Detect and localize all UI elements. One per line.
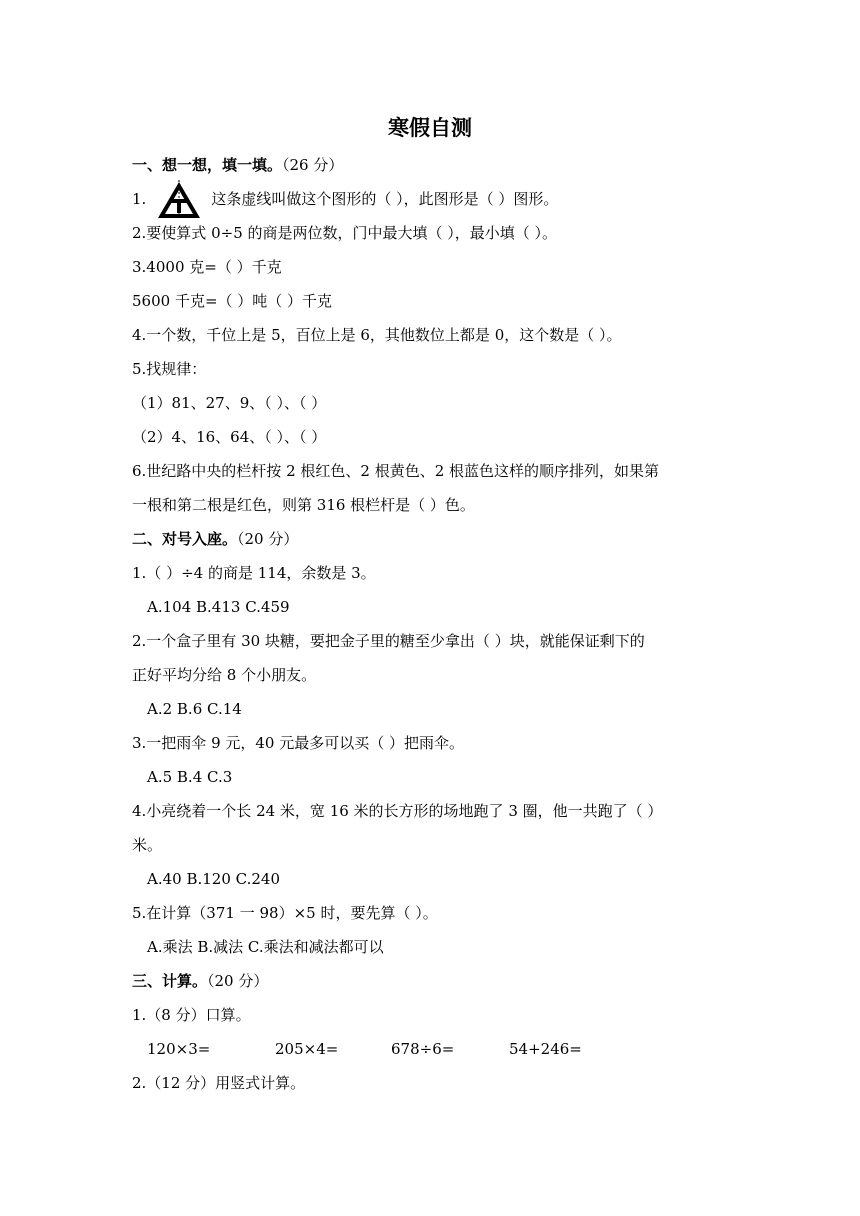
question-1-5: 5.找规律： bbox=[132, 360, 207, 378]
triangle-with-symmetry-line-icon bbox=[156, 180, 202, 220]
question-1-6-line1: 6.世纪路中央的栏杆按 2 根红色、2 根黄色、2 根蓝色这样的顺序排列，如果第 bbox=[132, 462, 660, 480]
question-1-2: 2.要使算式 0÷5 的商是两位数，门中最大填（ ），最小填（ ）。 bbox=[132, 224, 558, 242]
question-number: 1. bbox=[132, 190, 147, 208]
section-heading-1: 一、想一想，填一填。（26 分） bbox=[132, 156, 344, 174]
question-1-4: 4.一个数，千位上是 5，百位上是 6，其他数位上都是 0，这个数是（ ）。 bbox=[132, 326, 622, 344]
calc-item: 205×4= bbox=[275, 1040, 339, 1058]
question-1-5-1: （1）81、27、9、（ ）、（ ） bbox=[132, 394, 327, 412]
calc-item: 54+246= bbox=[509, 1040, 582, 1058]
page-title: 寒假自测 bbox=[388, 116, 472, 140]
question-2-4-line2: 米。 bbox=[132, 836, 163, 854]
mental-calc-row bbox=[147, 1039, 582, 1059]
question-2-2-line2: 正好平均分给 8 个小朋友。 bbox=[132, 666, 317, 684]
question-3-1: 1.（8 分）口算。 bbox=[132, 1006, 251, 1024]
question-2-4-options: A.40 B.120 C.240 bbox=[147, 870, 280, 888]
question-2-3: 3.一把雨伞 9 元，40 元最多可以买（ ）把雨伞。 bbox=[132, 734, 465, 752]
section-heading-2: 二、对号入座。（20 分） bbox=[132, 530, 299, 548]
question-2-3-options: A.5 B.4 C.3 bbox=[147, 768, 233, 786]
question-2-1-options: A.104 B.413 C.459 bbox=[147, 598, 290, 616]
question-1-6-line2: 一根和第二根是红色，则第 316 根栏杆是（ ）色。 bbox=[132, 496, 475, 514]
question-2-5: 5.在计算（371 一 98）×5 时，要先算（ ）。 bbox=[132, 904, 438, 922]
question-3-2: 2.（12 分）用竖式计算。 bbox=[132, 1074, 306, 1092]
section-heading-3: 三、计算。（20 分） bbox=[132, 972, 269, 990]
calc-item: 120×3= bbox=[147, 1040, 211, 1058]
question-2-5-options: A.乘法 B.减法 C.乘法和减法都可以 bbox=[147, 938, 384, 956]
question-2-4-line1: 4.小亮绕着一个长 24 米，宽 16 米的长方形的场地跑了 3 圈，他一共跑了（ ） bbox=[132, 802, 663, 820]
question-2-1: 1.（ ）÷4 的商是 114，余数是 3。 bbox=[132, 564, 376, 582]
question-1-3a: 3.4000 克=（ ）千克 bbox=[132, 258, 282, 276]
calc-item: 678÷6= bbox=[391, 1040, 455, 1058]
question-1-3b: 5600 千克=（ ）吨（ ）千克 bbox=[132, 292, 333, 310]
question-text: 这条虚线叫做这个图形的（ ），此图形是（ ）图形。 bbox=[211, 190, 559, 208]
question-2-2-line1: 2.一个盒子里有 30 块糖，要把金子里的糖至少拿出（ ）块，就能保证剩下的 bbox=[132, 632, 645, 650]
question-1-5-2: （2）4、16、64、（ ）、（ ） bbox=[132, 428, 327, 446]
question-2-2-options: A.2 B.6 C.14 bbox=[147, 700, 242, 718]
